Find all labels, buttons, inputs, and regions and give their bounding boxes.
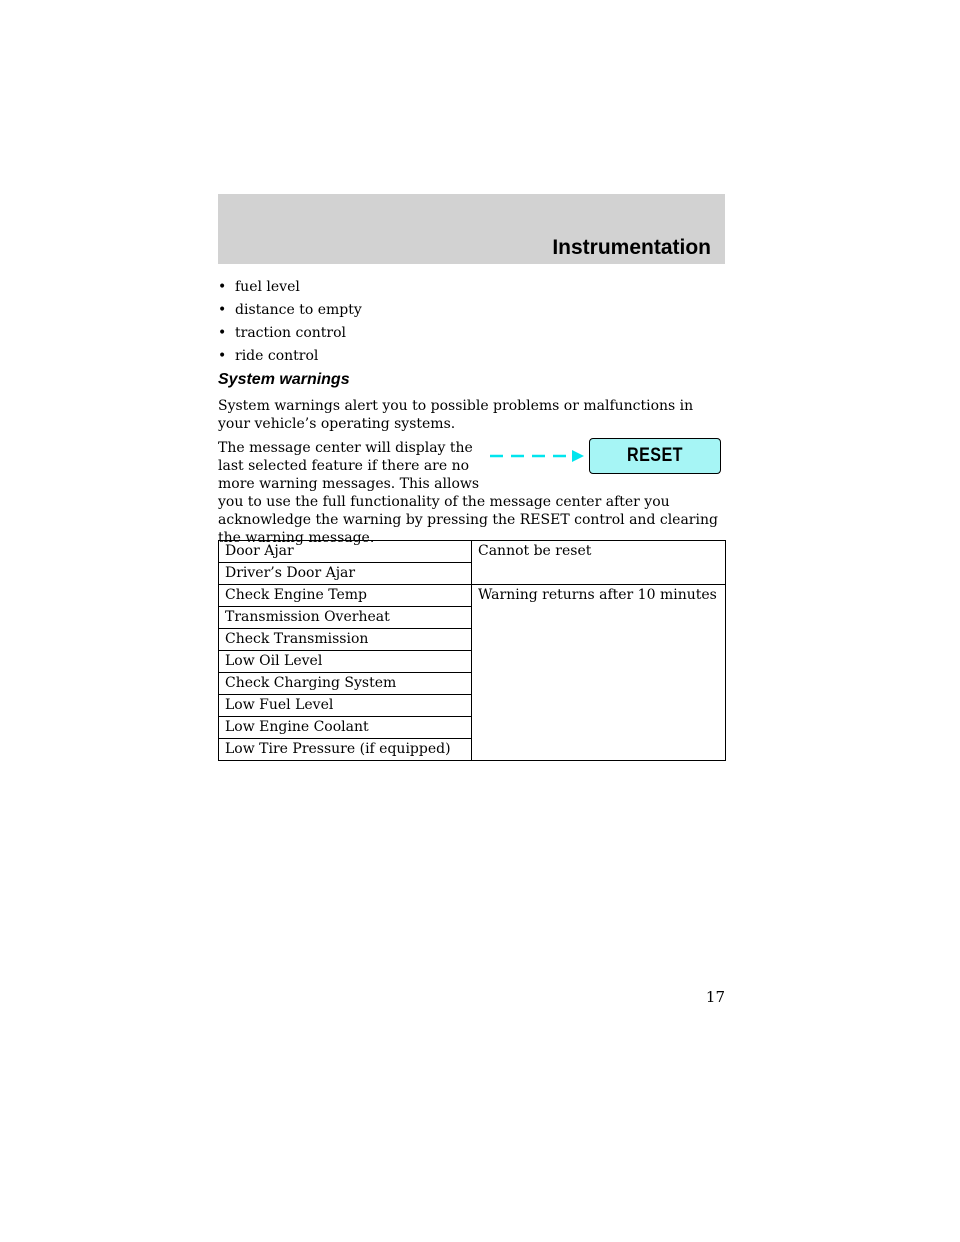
list-item: • ride control <box>218 348 319 364</box>
intro-paragraph: System warnings alert you to possible problems or malfunctions in your vehicle’s operating systems. <box>218 398 694 432</box>
list-item: • traction control <box>218 325 347 341</box>
message-center-paragraph-start: The message center will display the last selected feature if there are no more warning messages. This allows <box>218 440 480 492</box>
section-title: Instrumentation <box>552 236 711 259</box>
warnings-table <box>218 540 726 761</box>
warning-cell: Low Engine Coolant <box>219 717 472 739</box>
bullet-icon: • <box>218 279 227 295</box>
dashed-arrow-icon <box>488 436 590 478</box>
table-row <box>219 585 726 607</box>
warning-cell: Door Ajar <box>219 541 472 563</box>
warning-cell: Low Oil Level <box>219 651 472 673</box>
reset-button-label: RESET <box>627 445 683 466</box>
warning-cell: Driver’s Door Ajar <box>219 563 472 585</box>
reset-note-cell: Cannot be reset <box>472 541 726 585</box>
warning-cell: Low Tire Pressure (if equipped) <box>219 739 472 761</box>
reset-button <box>589 438 721 474</box>
list-item: • distance to empty <box>218 302 362 318</box>
reset-note-cell: Warning returns after 10 minutes <box>472 585 726 761</box>
bullet-icon: • <box>218 302 227 318</box>
reset-control-illustration <box>488 436 724 478</box>
warning-cell: Low Fuel Level <box>219 695 472 717</box>
section-heading: System warnings <box>218 371 350 388</box>
page-number: 17 <box>705 988 725 1006</box>
section-header-bar <box>218 194 725 264</box>
list-item: • fuel level <box>218 279 300 295</box>
warning-cell: Check Engine Temp <box>219 585 472 607</box>
warning-cell: Transmission Overheat <box>219 607 472 629</box>
warning-cell: Check Charging System <box>219 673 472 695</box>
message-center-paragraph-end: you to use the full functionality of the message center after you acknowledge the warning by pressing the RESET control and clearing the warning message. <box>218 494 718 546</box>
bullet-icon: • <box>218 325 227 341</box>
feature-list <box>218 277 362 369</box>
bullet-icon: • <box>218 348 227 364</box>
table-row <box>219 541 726 563</box>
warning-cell: Check Transmission <box>219 629 472 651</box>
